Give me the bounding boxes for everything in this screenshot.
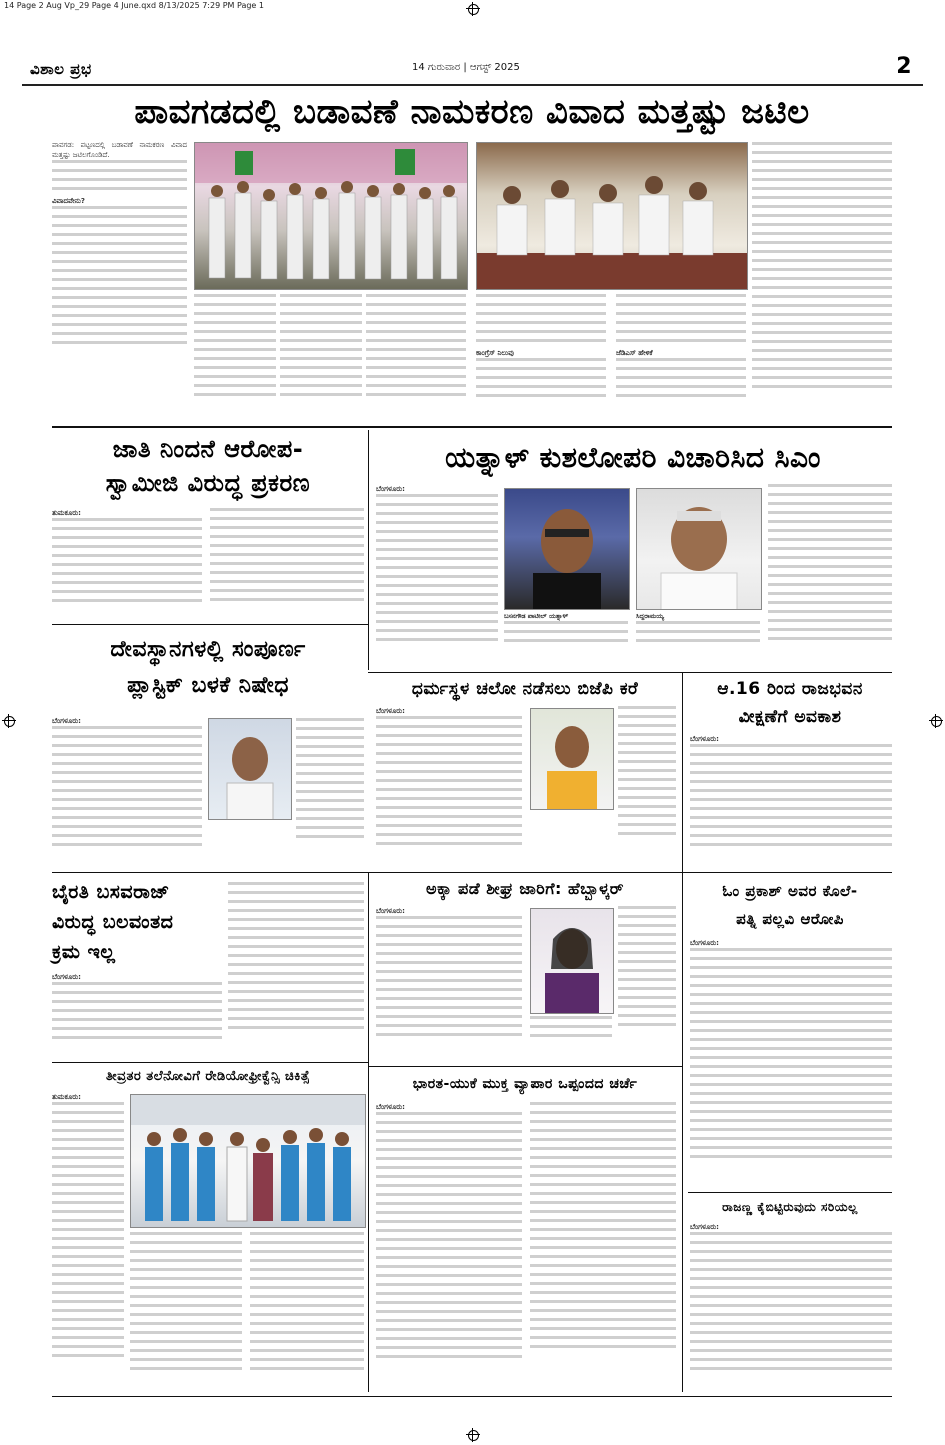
caste-headline-2: ಸ್ವಾಮೀಜಿ ವಿರುದ್ಧ ಪ್ರಕರಣ <box>105 469 311 497</box>
masthead <box>22 54 922 82</box>
main-article-col4 <box>366 294 466 422</box>
main-article-col5 <box>476 294 606 422</box>
masthead-date: 14 ಗುರುವಾರ | ಆಗಸ್ಟ್ 2025 <box>412 62 520 73</box>
rule-col-divider-2 <box>682 672 683 1392</box>
siddaramaiah-portrait-illustration <box>637 489 761 609</box>
yatnal-caption-text: ಬಸನಗೌಡ ಪಾಟೀಲ್ ಯತ್ನಾಳ್ <box>504 612 569 620</box>
yatnal-dateline: ಬೆಂಗಳೂರು: <box>376 485 405 493</box>
main-subhead-2: ಜೆಡಿಎಸ್ ಹೇಳಿಕೆ <box>616 349 653 357</box>
akka-col1 <box>376 906 522 1062</box>
caste-dateline: ತುಮಕೂರು: <box>52 509 81 517</box>
siddaramaiah-portrait <box>636 488 762 610</box>
main-lead: ಪಾವಗಡ: ಪಟ್ಟಣದಲ್ಲಿ ಬಡಾವಣೆ ನಾಮಕರಣ ವಿವಾದ ಮತ್ತಷ್ಟು ಜಟಿಲಗೊಂಡಿದೆ. <box>52 141 187 159</box>
radio-col3 <box>250 1232 364 1392</box>
trade-headline: ಭಾರತ-ಯುಕೆ ಮುಕ್ತ ವ್ಯಾಪಾರ ಒಪ್ಪಂದದ ಚರ್ಚೆ <box>412 1076 638 1092</box>
hebbalkar-photo <box>530 908 614 1014</box>
dharmasthala-dateline: ಬೆಂಗಳೂರು: <box>376 707 405 715</box>
main-article-col6 <box>616 294 746 422</box>
main-question: ವಿವಾದವೇನು? <box>52 197 85 205</box>
dharmasthala-headline: ಧರ್ಮಸ್ಥಳ ಚಲೋ ನಡೆಸಲು ಬಿಜೆಪಿ ಕರೆ <box>411 679 639 699</box>
main-photo-right <box>476 142 748 290</box>
omprakash-text <box>690 938 892 1188</box>
omprakash-headline-1: ಓಂ ಪ್ರಕಾಶ್ ಅವರ ಕೊಲೆ- <box>722 882 858 900</box>
radio-dateline: ತುಮಕೂರು: <box>52 1093 81 1101</box>
rule-col-divider-1 <box>368 430 369 670</box>
rule-cabinet-top <box>688 1192 892 1193</box>
bjp-leader-portrait-illustration <box>531 709 613 809</box>
rule-mid-row <box>368 672 892 673</box>
rajbhavan-dateline: ಬೆಂಗಳೂರು: <box>690 735 719 743</box>
byrathi-headline-2: ವಿರುದ್ಧ ಬಲವಂತದ <box>52 911 174 933</box>
trade-col1 <box>376 1102 522 1392</box>
rule-caste-bottom <box>52 624 368 625</box>
press-meet-illustration <box>477 143 747 289</box>
byrathi-col2 <box>228 882 364 1058</box>
rajbhavan-headline-2: ವೀಕ್ಷಣೆಗೆ ಅವಕಾಶ <box>738 707 842 727</box>
akka-caption <box>530 1016 612 1062</box>
yatnal-caption-right <box>636 612 760 668</box>
caste-col2 <box>210 508 364 620</box>
yatnal-col1 <box>376 484 498 668</box>
trade-col2 <box>530 1102 676 1392</box>
group-photo-illustration <box>195 143 467 289</box>
cabinet-text <box>690 1222 892 1392</box>
radio-col2 <box>130 1232 242 1392</box>
main-photo-left <box>194 142 468 290</box>
radio-headline: ತೀವ್ರತರ ತಲೆನೋವಿಗೆ ರೇಡಿಯೋಫ್ರೀಕ್ವೆನ್ಸಿ ಚಿಕಿತ್ಸೆ <box>105 1069 311 1084</box>
hebbalkar-portrait-illustration <box>531 909 613 1013</box>
caste-headline-1: ಜಾತಿ ನಿಂದನೆ ಆರೋಪ- <box>112 435 304 463</box>
byrathi-col1 <box>52 972 222 1058</box>
masthead-rule <box>22 84 923 86</box>
caste-col1 <box>52 508 202 620</box>
rule-row-4 <box>368 1066 682 1067</box>
temple-headline-2: ಪ್ಲಾಸ್ಟಿಕ್ ಬಳಕೆ ನಿಷೇಧ <box>127 673 289 698</box>
radio-col1 <box>52 1092 124 1392</box>
print-slug: 14 Page 2 Aug Vp_29 Page 4 June.qxd 8/13/2025 7:29 PM Page 1 <box>4 1 264 10</box>
doctors-group-illustration <box>131 1095 365 1227</box>
cabinet-dateline: ಬೆಂಗಳೂರು: <box>690 1223 719 1231</box>
registration-mark-right <box>929 714 943 728</box>
omprakash-dateline: ಬೆಂಗಳೂರು: <box>690 939 719 947</box>
registration-mark-bottom <box>466 1428 480 1442</box>
yatnal-portrait-illustration <box>505 489 629 609</box>
akka-headline: ಅಕ್ಕಾ ಪಡೆ ಶೀಘ್ರ ಜಾರಿಗೆ: ಹೆಬ್ಬಾಳ್ಕರ್ <box>426 879 624 898</box>
rule-main-bottom <box>52 426 892 428</box>
byrathi-dateline: ಬೆಂಗಳೂರು: <box>52 973 81 981</box>
minister-portrait-illustration <box>209 719 291 819</box>
temple-dateline: ಬೆಂಗಳೂರು: <box>52 717 81 725</box>
main-article-col3 <box>280 294 362 422</box>
main-subhead-1: ಕಾಂಗ್ರೆಸ್ ನಿಲುವು <box>476 349 514 357</box>
main-headline: ಪಾವಗಡದಲ್ಲಿ ಬಡಾವಣೆ ನಾಮಕರಣ ವಿವಾದ ಮತ್ತಷ್ಟು ಜಟಿಲ <box>134 92 810 132</box>
cabinet-headline: ರಾಜಣ್ಣ ಕೈಬಿಟ್ಟಿರುವುದು ಸರಿಯಲ್ಲ <box>722 1200 858 1214</box>
main-article-col1 <box>52 140 187 422</box>
rule-temple-bottom <box>52 872 368 873</box>
temple-col1 <box>52 716 202 866</box>
registration-mark-top <box>466 2 480 16</box>
rajbhavan-text <box>690 734 892 868</box>
rule-row-3 <box>368 872 892 873</box>
byrathi-headline-1: ಬೈರತಿ ಬಸವರಾಜ್ <box>52 881 170 903</box>
page-number: 2 <box>896 54 912 79</box>
rule-byrathi-bottom <box>52 1062 368 1063</box>
omprakash-headline-2: ಪತ್ನಿ ಪಲ್ಲವಿ ಆರೋಪಿ <box>736 910 844 928</box>
yatnal-caption-left <box>504 612 628 668</box>
akka-dateline: ಬೆಂಗಳೂರು: <box>376 907 405 915</box>
rule-col-divider-3 <box>368 872 369 1392</box>
paper-name: ವಿಶಾಲ ಪ್ರಭ <box>30 60 92 78</box>
dharmasthala-col2 <box>618 706 676 866</box>
dharmasthala-col1 <box>376 706 522 866</box>
temple-col2 <box>296 718 364 866</box>
registration-mark-left <box>2 714 16 728</box>
vijayendra-photo <box>530 708 614 810</box>
main-article-col7 <box>752 142 892 422</box>
trade-dateline: ಬೆಂಗಳೂರು: <box>376 1103 405 1111</box>
temple-headline-1: ದೇವಸ್ಥಾನಗಳಲ್ಲಿ ಸಂಪೂರ್ಣ <box>110 637 306 662</box>
byrathi-headline-3: ಕ್ರಮ ಇಲ್ಲ <box>52 941 116 963</box>
temple-minister-photo <box>208 718 292 820</box>
rajbhavan-headline-1: ಆ.16 ರಿಂದ ರಾಜಭವನ <box>717 679 863 699</box>
yatnal-headline: ಯತ್ನಾಳ್ ಕುಶಲೋಪರಿ ವಿಚಾರಿಸಿದ ಸಿಎಂ <box>445 441 821 474</box>
siddaramaiah-caption-text: ಸಿದ್ದರಾಮಯ್ಯ <box>636 612 665 620</box>
yatnal-col4 <box>768 484 892 668</box>
yatnal-portrait <box>504 488 630 610</box>
doctors-photo <box>130 1094 366 1228</box>
akka-col2 <box>618 906 676 1062</box>
main-article-col2 <box>194 294 276 422</box>
rule-page-bottom <box>52 1396 892 1397</box>
